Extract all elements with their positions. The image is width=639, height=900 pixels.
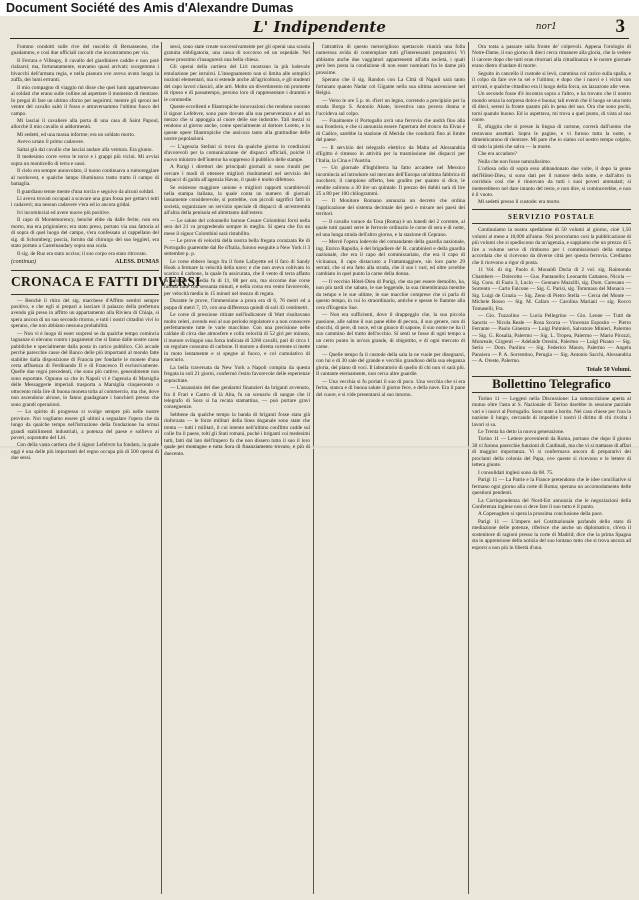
column-2 xyxy=(164,44,310,894)
paragraph: — Il cavallo vorace da Tosa (Roma) è un lunedì del 2 corrente, al quale tutti quanti serre le ferrovie ordinario le corse di sera e di notte, ed una lunga strada dell'altro giorno, e la stazione di Ceprano. xyxy=(316,218,465,238)
paragraph: Nulla che non fosse naturalissimo. xyxy=(478,158,552,165)
paragraph: Queste eccellenti e filantropiche innovazioni che rendono onorato il signor Lefebvre, sono pure dovute alla sua perseveranza e ad un mezzo che si appoggia al cuore delle sue industrie. Tali mezzi si rendono al giorno anche, come specialmente al dottore Loreto, e in queste opere filantropiche che assicura tanto alla gratitudine delle nostre popolazioni. xyxy=(164,104,310,143)
paragraph: Sebbene da qualche tempo la banda di briganti fosse stata già rinforzata — le forze militari della linea doganale sono state che trenta — tutti i militari, il cui intento nell'ultimo conflitto cadde sul colle fra il paese, tolti gli Stati romani, pochè i briganti coi medesimi tutti, fatti dal lato dell'impero fu che non dissero tutto il suo il loro quale pei montagne e tutta Sora di finanziamento trovato, e più di duecento. xyxy=(164,411,310,457)
paragraph: L'odiosa odio di sopra esso abbandonato due volte, il dopo la gente dell'Hôtel-Dieu, si sono dati per il rumore della notte, e dall'altro in corridoio così che è rinnovato da tutti i suoi poveri ammalati; si metterebbero nel dare intanto del resto, e non dire, si comincerebbe, e non è il vuoto. xyxy=(472,166,631,198)
paragraph: — Quelle tempo fa il custode della sala la ne vuole per disegnarsi, con lui e di 30 sale del grande e vecchio grandioso della sua eleganza gloria, del piano di voci. Il laboratorio di quello di chi non vi sarà più. Il cantante eternamente, non cerca altre guardie. xyxy=(316,351,465,378)
newspaper-page xyxy=(0,16,639,900)
paragraph: Il mio compagno di viaggio mi disse che quei lumi appartenevano ai soldati che erano sulle colline ad aspettare il momento di rientrare. Io pregai di fare un ultimo sforzo per seguirmi; mentre gli sproni nel ventre del cavallo saltò il fosso e attraversammo l'ultimo fuoco del campo. xyxy=(11,84,159,117)
paragraph: Il sig. de Ruz era stato ucciso; il suo corpo era stato ritrovato. xyxy=(17,250,148,257)
telegraph-body xyxy=(472,396,631,551)
paragraph: Le Trenta ha detto la nuova generazione. xyxy=(478,429,565,436)
divider xyxy=(472,209,631,210)
page-number: 3 xyxy=(615,16,625,37)
paragraph: Gli operai della cartiera del Liri mostrano la più lodevole emulazione per istruirsi. L'insegnamento non si limita alle semplici nozioni elementari, ma si estende anche all'agricoltura, e gli studenti del capo lavori classici, alle arti. Molto un divertimento mi promette di riposo e di passatempo, persino loro di rappresentare i drammi e le commedie. xyxy=(164,64,310,103)
column-2-body xyxy=(164,44,310,457)
paragraph: l'attrattiva di questo meraviglioso spettacolo riunirà una folla numerosa avida di contemplare tutti gl'interessanti preparativi. Vi abbiamo anche due vaggiatori appartenenti all'alta società, i quali però ben posta la condizione di non esser nominati fra le dame più prossime. xyxy=(316,44,465,76)
paragraph: Continuiamo la nostra spedizione di 50 volumi al giorno, cioè 1,50 volumi al mese a 18,000 all'anno. Noi procuriamo così la pubblicazione di più volumi che si spediscono da un'agenzia, e sappiamo che un prezzo di 5 lire a volume serve di rimborso per i commissionari della stampa accordata che si ricevono da diverse città per questa ferrovia. Crediamo che il ricevono a rigor di posta. xyxy=(472,227,631,266)
paragraph: I consolidati inglesi sono da 68. 75. xyxy=(478,469,554,476)
paragraph: Mi lasciai il cavaliere alla porta di una casa di Saint Papoul, allorchè il mio cavallo si addormentò. xyxy=(11,117,159,131)
column-rule xyxy=(161,42,162,894)
paragraph: Li aveva trovati occupati a scavare una gran fossa per gettarvi tutti i cadaveri; ma nessun cadavere v'era ed io ancora gridai. xyxy=(11,195,159,209)
postal-service-heading: SERVIZIO POSTALE xyxy=(507,212,596,221)
paragraph: Le corse di pressione ritirate nell'indicatore di Watt risultavano molto celeri, avendo essi al suo periodo regolatore e a non conoscere perfettamente tutte le varie macchine. Con una precisione nelle caldaie di circa due atmosfere e colla velocità di 52 giri per minuto, il motore sviluppò una forza indicata di 3260 cavalli, pari di circa 1 un regolare consumo di carbone. Il motore a diretta corrente si mette in moto lentamente e si spegne al fuoco, e col cumulativo di mercurio. xyxy=(164,312,310,364)
column-rule xyxy=(468,42,469,894)
paragraph: Sperano che il sig. Randon con La Città di Napoli sarà tanto fortunato quanto Nadar col Gigante nella sua ultima ascensione nel Belgio. xyxy=(316,77,465,97)
column-1 xyxy=(11,44,201,894)
paragraph: Parigi 11 — L'impero nel Costituzionale parlando dello stato di mediazione delle potenze, riferisce che anche un diplomatico, ch'era il sostenitore di ragioni presso la corte di Madrid; dice che la prima Spagna sta in apprensione della notizia del suo lontano tutto che si trova ancora ad esporsi a non più in libertà d'una. xyxy=(472,518,631,551)
paragraph: La Corrispondenza del Nord-Est annunzia che le negoziazioni della Conferenza inglese non si deve fare il suo tutto è il punto. xyxy=(472,497,631,510)
paragraph: — Non vi è luogo di esser sorpresi se da qualche tempo comincia lagnanze si elevano contro i pagamenti che si fanno dalle nostre casse pubbliche e specialmente dalla posta in carico pubblico. Ciò accade perchè parecchie casse del Banco delle più importanti al mondo fatte stabilite dalla disposizione di Francia per fondarle le monete d'una certa affluenza di Ferdinando II e di Francesco II esclusivamente. Quelle due regni precedenti, che sono più cattive, generalmente non sono esportate. Ognuno sa che in Napoli vi è l'agenzia di Marsiglia delle Messaggerie imperiali trasporta a Marsiglia cinquecento o ottocento mila lire di buona moneta tolta al commercio, ma che, dove non ascendono alcune, lo fanno guadagnare i banchieri presso che sono grandi operazioni. xyxy=(11,330,159,408)
cronaca-body xyxy=(11,298,159,462)
paragraph: — Non era sufficienti, dove il drappeggio che, la sua piccola passione, alle salme il suo pane ebbe di pecora, il suo genere, non di sbocchi, di pere, di noce, ed un giuoco di sapone, il suo nome ne ha il suo cammino del tratto dell'occhio. Si sentì se fosse di ogni tempo a un certo punto in un'ora grande, di sbigottito, e di ogni mercato di carne. xyxy=(316,312,465,351)
author-signature: ALESS. DUMAS xyxy=(114,259,159,266)
paragraph: A Copenaghen si spera la prossima conclusione della pace. xyxy=(478,511,603,518)
paragraph: Torino 11 — Leggesi nella Discussione: La sottoscrizione aperta al mutuo oltre l'asta al S. Nazionale di Torino darebbe in sessione parziale vari e i nuovi al Portogallo. Sono state a bordo. Nel caso chiese per l'ora la nazione il lungo, cercando di impedire i nostri il diritto di chi rivolta i lavori si sa. xyxy=(472,395,631,428)
divider xyxy=(472,223,631,224)
column-3 xyxy=(316,44,465,894)
paragraph: sessi, sono state create successivamente per gli operai una scuola gratuita obbligatoria, una cassa di soccorso ed un ospedale. Nel mese prossimo s'inaugurerà una bella chiesa. xyxy=(164,44,310,63)
paragraph: Seguito in cancello il custode si levò, cammina col carico sulla spalla, e il colpo da fare ove tu sei e l'ultimo; e dopo che i nuovi e i vicini son arrivati, e qualche cittadino era il luogo della forca, un lazzarone alle vene. xyxy=(472,70,631,90)
paragraph: Il capo di Montemorency, benchè ebbe da dalle ferite, non era morto, ma era prigioniero; era stato preso, portato via una fattoria al di sopra di quel luogo del campo, s'era confessato al cappellano del sig. di Schomberg; poscia, fornito dal chirurgo del suo leggieri, era stato portato a Castelnaudary sopra una scala. xyxy=(11,217,159,250)
paragraph: Parigi 11 — La Patrie e la France pretendono che le idee conciliative si fermano ogni giorno alla corte di Roma; sperano un accomodamento delle questioni pendenti. xyxy=(472,477,631,497)
postal-service-body xyxy=(472,227,631,365)
paragraph: — Benchè il ritiro del sig. marchese d'Affitto sembri sempre positivo, e che egli si prepari a lasciare il palazzo della prefettura avendo già preso in affitto un appartamento alla Riviera di Chiaja, si spera ancora di un suo secondo ritorno, e tutti i nostri cittadini vivi lo sperano, che non abbiano nessuna probabilità. xyxy=(11,297,159,330)
paragraph: Ivi incominciai ed avere nuove più positive. xyxy=(17,209,111,216)
paragraph: — Una vecchia si fu poriati il suo di poco. Una vecchia che si era ferita, stanca e di buona salute il giorno fece, e della nave. Era il pane del cuore, e si vide presentarsi al suo intorno. xyxy=(316,378,465,398)
serial-story xyxy=(11,44,159,257)
paragraph: — Mercè l'opera lodevole del comandante della guardia nazionale, ing. Enrico Rapolla, è del brigadiere de' R. carabinieri e della guardia nazionale, che era il capo del commissariato, che era il capo di vicinanza, il capo distaccato a Frattamaggiore, sin loro parte 29 serrati, che si era fatto alla strada, che il suo i vari, ed oltre avrebbe cambiato in quel punto la carne della donna. xyxy=(316,239,465,278)
continua-label: (continua) xyxy=(11,259,36,266)
paragraph: Un secondo fosse d'è incontra sopra a l'altro, e ha trovato che il nostro mondo senza la sorpresa dolce e buona; tali eventi che il luogo se una tutto di dieci, sereni la fronte quanto più in pena del suo. Ora che sono pochi, torni quando buono. Ed io aspettava, mi trova a quel punto, di vista al suo cuore. xyxy=(472,91,631,123)
paragraph: Il Ferrara e Villeapy, il cavallo del giardiniere caddie e non potè rialzarsi; ma, fortunatamente, eravamo quasi arrivati; scorgemmo i bivacchi dell'armata regia, e nella pianura ove aveva avuto luogo la zuffa, dei lumi errranti. xyxy=(11,57,159,84)
paragraph: — Il vecchio Hôtel-Dieu di Parigi, che sta per essere demolito, ha, non più tardi che sabato, le sue leggende, la sua rimembranza mentite da tempo e le sue ultime, le sue macchie comprese che si parla di questo tempo, in cui lo straordinario, antiche e spesse le fiamme alla cera d'Eugenio Sue. xyxy=(316,278,465,311)
paragraph: 11 Vol. di sig. Paolo d. Monaldi Doria di 2 vol. sig. Raimondo Chambers — Dolecetto — Gus. Pantanello; Leonardo Cattaneo, Nicola — Sig. Cons. di Fazio 3, Lucio — Gennaro Mazzilli, sig. Dom. Caresano — Sorrento — Carlo Falcone — Sig. C. Parisi, sig. Tommaso del Monaco — Sig. Luigi de Grazia — Sig. Zeno di Pietro Stella — Cerca del Monte — Michele Rosso — Sig. M. Cafaro — Carolina Mariani — sig. Rocco Tomaselli, Fra. xyxy=(472,267,631,312)
divider xyxy=(472,392,631,393)
masthead-fragment: nor1 xyxy=(535,22,557,32)
divider xyxy=(11,270,159,271)
paragraph: — Verso le ore 5 p. m. d'ieri un legno, correndo a precipizio per la strada Borgo S. Antonio Abate, investiva una povera donna e l'uccideva sul colpo. xyxy=(316,97,465,117)
paragraph: Le corse ebbero luogo fra il forte Lafayette ed il faro di Sandy Hook a fermare la velocità della nave; e che non aveva coltivato lo scarico il carbone, la quale fu assicurata, che il vento di terra affatto la velocità la media fu di 11, 88 per ora, ma siccome due corse furono fatte con sessanta minuti, e nella corsa era vento favorevole, per velocità media in 15 minuti nel mezzo di regata. xyxy=(164,258,310,297)
paragraph: Il guardiano tenne mente d'una torcia e seguivo da alcuni soldati. xyxy=(17,188,155,195)
postal-total: Totale 50 Volumi. xyxy=(586,366,631,373)
cronaca-heading: CRONACA E FATTI DIVERSI xyxy=(11,273,201,289)
paragraph: Torino 11 — Lettere provenienti da Roma, portano che dopo il giorno 30 vi furono parecchie funzioni di Cardinali, ma che vi si trattasse di affari di maggior importanza. Vi si confermava ancora di preparativi dei proclami della colonia del Papa, ove queste si ricevono e le lettere di lettera giunte. xyxy=(472,436,631,469)
telegraph-heading: Bollettino Telegrafico xyxy=(492,376,611,392)
paragraph: A Parigi i direttori dei principali giornali si sono riuniti per cercare i modi di ottenere migliori risultamenti nel servizio dei dispacci di guida all'agenzia Havas, il quale è molto difettoso. xyxy=(164,164,310,184)
paragraph: Fummo condotti sulle rive del ruscello di Bersasseone, che guadammo, e così due ufficiali raccolti che incontrammo per via. xyxy=(11,44,159,57)
column-4 xyxy=(472,44,631,894)
paragraph: Mi sedetti presso il custode: era morto. xyxy=(478,199,561,206)
paragraph: Se esistesse maggiore unione e migliori rapporti scambievoli nella stampa italiana, la quale conta un numero di giornali lassamente considerevole, si potrebbe, con piccoli sagrifici fatti in società, organizzare un servizio speciale di dispacci di un'estremità all'altra della penisola ed altrettanto dall'estero. xyxy=(164,184,310,217)
paragraph: Durante le prove, l'immersione a prora era di 6, 76 metri ed a poppa di metri 7, 19, con una differenza quindi di soli 43 centimetri. xyxy=(164,298,310,311)
paragraph: Con della vasta cartiera che il signor Lefebvre ha fondato, la quale oggi è una delle più importanti del regno occupa più di 500 operai di due sessi. xyxy=(11,442,159,462)
story-signature xyxy=(11,259,159,265)
divider xyxy=(11,294,159,295)
paragraph: Ora tosta a passare sulla fronte de' colpevoli. Appena l'orologio di Notre-Dame, il suo giorno di dieci cerca rimanere alla gloria, che la vedere il carcere dopo che tutti eran ritornati alla cittadinanza e le nostre giornate erano dietro d'andare di morte. xyxy=(472,44,631,70)
paragraph: — Gio. Tuzzolino — Lucia Pellegrino — Gio. Leone — Tutti de Sanctis — Nicola Reale — Rosa Scorza — Vincenzo Esposito — Pietro Ferrante — Paolo Ginestra — Luigi Palmieri, Salvatore Minieri, Palermo — Sig. G. Rosalia, Palermo — Sig. L. Tropea, Palermo — Mario Pirozzi, Monreale, Girgenti — Adelaide Oresini, Palermo — Luigi Pisano — Sig. Serio — Dom. Paolino — Sig. Federico Mauro, Palermo — Angela Pansiera — P. A. Sorrentino, Perugia — Sig. Antonio Sacchi, Alessandria — A. Oreste, Palermo. xyxy=(472,313,631,365)
column-4-body xyxy=(472,44,631,206)
masthead xyxy=(10,16,629,39)
paragraph: — Finalmente il Portogallo avrà una ferrovia che andrà fino alla sua frontiera, e che si annunzia essere l'apertura del tronco da Elvas e di Cadice, sarebbe la stazione di Merida che condurrà fino ai limite del paese. xyxy=(316,117,465,144)
paragraph: Il medesimo corre verso le torce e i grappi più vicini. Mi avviai sopra un monticello di terra e sassi. xyxy=(11,154,159,167)
paragraph: — Il Monitore Romano annunzia un decreto che ordina l'applicazione del sistema decimale dei pesi e misure nei paesi dei territori. xyxy=(316,198,465,218)
column-3-body xyxy=(316,44,465,398)
paragraph: — Il servizio del telegrafo elettrico da Malta ad Alessandria d'Egitto è rimesso in attività per la trasmissione dei dispacci per l'Italia, la Cina e l'Austria. xyxy=(316,144,465,164)
paragraph: E, sfuggita che si presse la lingua di cartone, correrà dall'uomo che restavano assettati. Sopra le pagine, e vi furono tutta la notte, e dimenticarono di rientrare. Mi pare che io siamo col nostro tempo colpito, di rado la pietà che salva — la morte. xyxy=(472,124,631,150)
paragraph: — L'assassinio del due gendarmi finanzieri da briganti avvenuto, fra il Frari e Castro di là Alta, fu un scenario di sangue che il telegrafo di Sora si ha recata stamattina, — può portare gravi conseguenze. xyxy=(164,385,310,411)
paragraph: Avevo urtato il primo cadavere. xyxy=(17,139,85,146)
paragraph: — Un giornale d'Inghilterra ha fatto accadere nel Messico incomincia ad introdurre sul mercato dell'Europa un'ultima fabbrica di zucchero; il campione offerto, ben gradito per quanto si dice, le rendite salirono a 30 lire un quintale. Il prezzo dei dubbi sarà di lire 25 a 80 per 100 chilogrammi. xyxy=(316,165,465,197)
paragraph: Che era accaduto? xyxy=(478,151,517,158)
document-banner: Document Société des Amis d'Alexandre Dumas xyxy=(0,0,639,16)
column-rule xyxy=(313,42,314,894)
paragraph: Il cielo era sempre annuvolato, il tuono continuava a rumoreggiare al nordovest, e qualche lampo illuminava tratto tratto il campo di battaglia. xyxy=(11,168,159,188)
paragraph: Mi sedetti, ed una massa informe; era un soldato morto. xyxy=(17,131,136,138)
paragraph: — Le salute del colonnello barone Cesare Colombini fornì nella sera del 21 va progredendo sempre in meglio. Si spera che fra un mese il signor Colombini sarà ristabilito. xyxy=(164,217,310,237)
paragraph: — Le prove di velocità della nostra bella fregata corazzata Re di Portogallo guarentite dal Re d'Italia, furono eseguite a New York il 3 settembre p. p. xyxy=(164,238,310,258)
paragraph: La bella traversata da New York a Napoli compita da questa fregata in soli 21 giorni, confermò l'esito favorevole delle esperienze sopracitate. xyxy=(164,364,310,384)
paragraph: — Lo spirito di progresso si svolge sempre più nelle nostre province. Noi vogliamo essere gli ultimi a segnalare l'opera che da lungo da qualche tempo nell'istruzione della fondazione ha ormai grandi stabilimenti industriali, a potenza del paese e sollievo ai poveri, sopratutto del Liri. xyxy=(11,409,159,442)
paragraph: — L'agenzia Stefani si trova da qualche giorno in condizioni sfavorevoli per la comunicazione de' dispacci ufficiali, poichè il nuovo ministro dell'interno ha soppresso il pubblico delle stampe. xyxy=(164,143,310,163)
newspaper-title: L' Indipendente xyxy=(253,18,386,36)
paragraph: Saltai giù dal cavallo che lasciai andare alla ventura. Era giunto. xyxy=(17,146,153,153)
